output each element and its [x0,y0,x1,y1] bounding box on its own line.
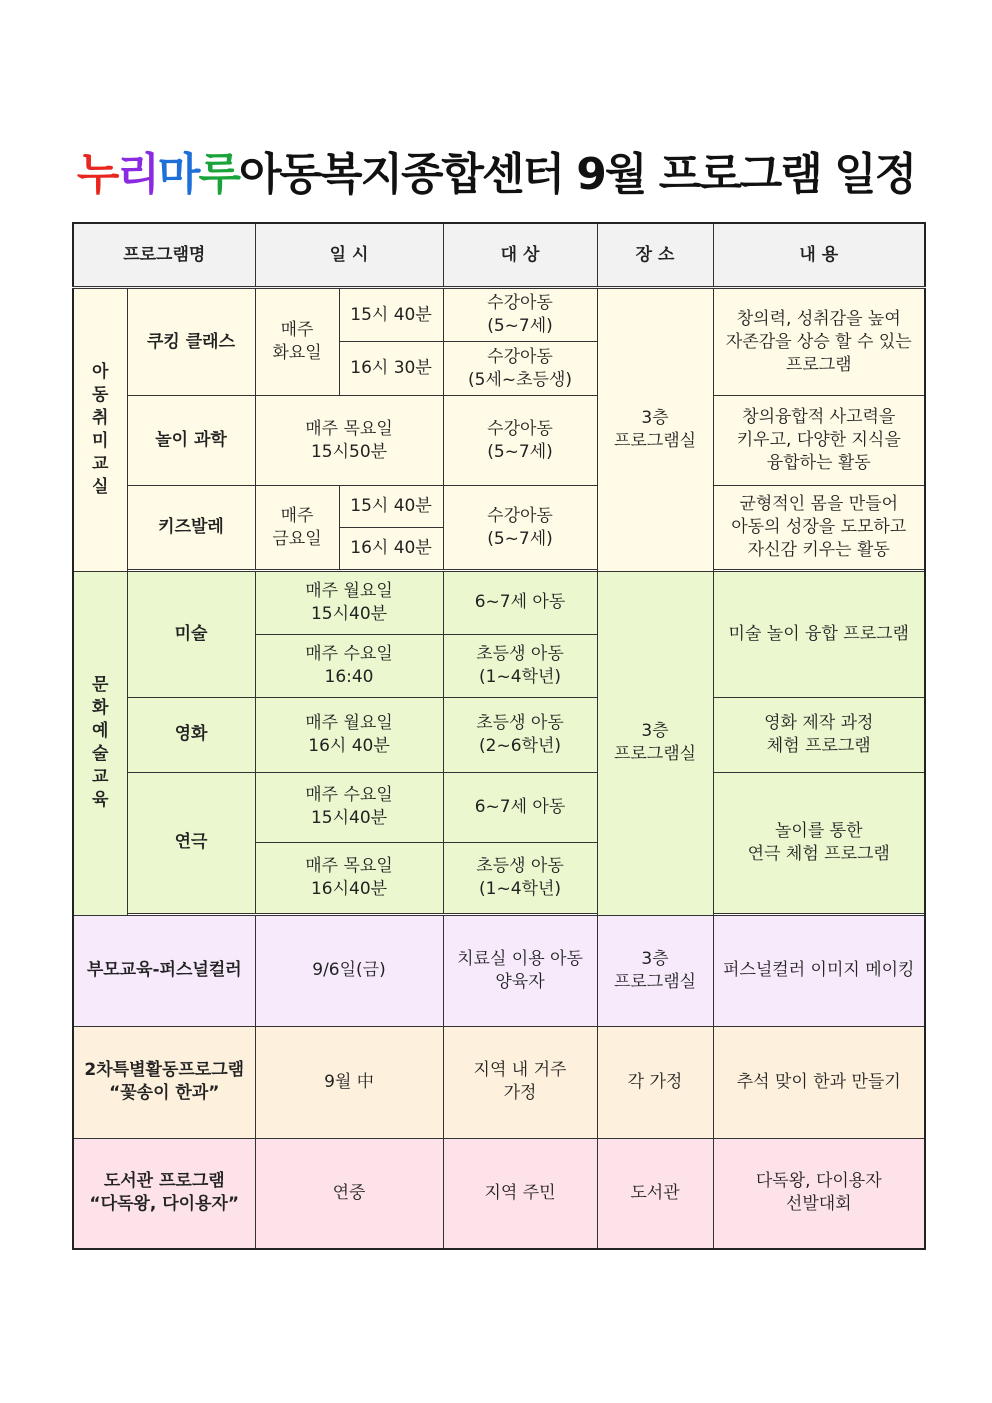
program-ballet: 키즈발레 [127,486,255,570]
program-science: 놀이 과학 [127,396,255,486]
drama-target-1: 6~7세 아동 [443,772,597,842]
ballet-time-1: 15시 40분 [339,486,443,528]
table-row [73,697,925,772]
art-target-1: 6~7세 아동 [443,571,597,634]
category-hobby-class: 아 동 취 미 교 실 [73,288,127,572]
art-content: 미술 놀이 융합 프로그램 [713,571,925,697]
drama-content: 놀이를 통한 연극 체험 프로그램 [713,772,925,913]
title-char-nu: 누 [76,149,118,200]
cooking-target-1: 수강아동 (5~7세) [443,288,597,342]
special-target: 지역 내 거주 가정 [443,1026,597,1138]
header-place: 장 소 [597,223,713,288]
special-content: 추석 맞이 한과 만들기 [713,1026,925,1138]
library-target: 지역 주민 [443,1138,597,1249]
ballet-time-2: 16시 40분 [339,528,443,570]
art-target-2: 초등생 아동 (1~4학년) [443,634,597,697]
art-datetime-1: 매주 월요일 15시40분 [255,571,443,634]
header-datetime: 일 시 [255,223,443,288]
program-special-activity: 2차특별활동프로그램 “꽃송이 한과” [73,1026,255,1138]
category-culture-arts: 문 화 예 술 교 육 [73,571,127,915]
cooking-time-2: 16시 30분 [339,342,443,396]
program-drama: 연극 [127,772,255,913]
art-datetime-2: 매주 수요일 16:40 [255,634,443,697]
program-art: 미술 [127,571,255,697]
table-row [73,571,925,634]
cooking-time-1: 15시 40분 [339,288,443,342]
special-datetime: 9월 中 [255,1026,443,1138]
library-place: 도서관 [597,1138,713,1249]
title-char-ri: 리 [117,149,158,200]
table-row [73,1026,925,1138]
special-place: 각 가정 [597,1026,713,1138]
table-row [73,396,925,486]
ballet-content: 균형적인 몸을 만들어 아동의 성장을 도모하고 자신감 키우는 활동 [713,486,925,570]
header-program: 프로그램명 [73,223,255,288]
ballet-day: 매주 금요일 [255,486,339,570]
film-target: 초등생 아동 (2~6학년) [443,697,597,772]
drama-datetime-2: 매주 목요일 16시40분 [255,842,443,913]
cooking-day: 매주 화요일 [255,288,339,396]
library-datetime: 연중 [255,1138,443,1249]
parent-datetime: 9/6일(금) [255,915,443,1026]
parent-place: 3층 프로그램실 [597,915,713,1026]
film-datetime: 매주 월요일 16시 40분 [255,697,443,772]
science-datetime: 매주 목요일 15시50분 [255,396,443,486]
page-title [0,138,992,202]
header-target: 대 상 [443,223,597,288]
parent-target: 치료실 이용 아동 양육자 [443,915,597,1026]
cooking-target-2: 수강아동 (5세~초등생) [443,342,597,396]
drama-datetime-1: 매주 수요일 15시40분 [255,772,443,842]
place-group1: 3층 프로그램실 [597,288,713,572]
science-content: 창의융합적 사고력을 키우고, 다양한 지식을 융합하는 활동 [713,396,925,486]
header-content: 내 용 [713,223,925,288]
program-library: 도서관 프로그램 “다독왕, 다이용자” [73,1138,255,1249]
cooking-content: 창의력, 성취감을 높여 자존감을 상승 할 수 있는 프로그램 [713,288,925,396]
table-row [73,1138,925,1249]
table-row [73,915,925,1026]
title-char-ru: 루 [198,149,239,200]
table-row [73,486,925,528]
parent-content: 퍼스널컬러 이미지 메이킹 [713,915,925,1026]
program-parent-education: 부모교육-퍼스널컬러 [73,915,255,1026]
table-row [73,288,925,342]
title-rest: 아동복지종합센터 9월 프로그램 일정 [238,149,916,200]
header-row [73,223,925,288]
ballet-target: 수강아동 (5~7세) [443,486,597,570]
library-content: 다독왕, 다이용자 선발대회 [713,1138,925,1249]
science-target: 수강아동 (5~7세) [443,396,597,486]
place-group2: 3층 프로그램실 [597,571,713,915]
table-row [73,772,925,842]
schedule-table [72,222,926,1250]
drama-target-2: 초등생 아동 (1~4학년) [443,842,597,913]
film-content: 영화 제작 과정 체험 프로그램 [713,697,925,772]
program-cooking: 쿠킹 클래스 [127,288,255,396]
program-film: 영화 [127,697,255,772]
title-char-ma: 마 [157,149,199,200]
